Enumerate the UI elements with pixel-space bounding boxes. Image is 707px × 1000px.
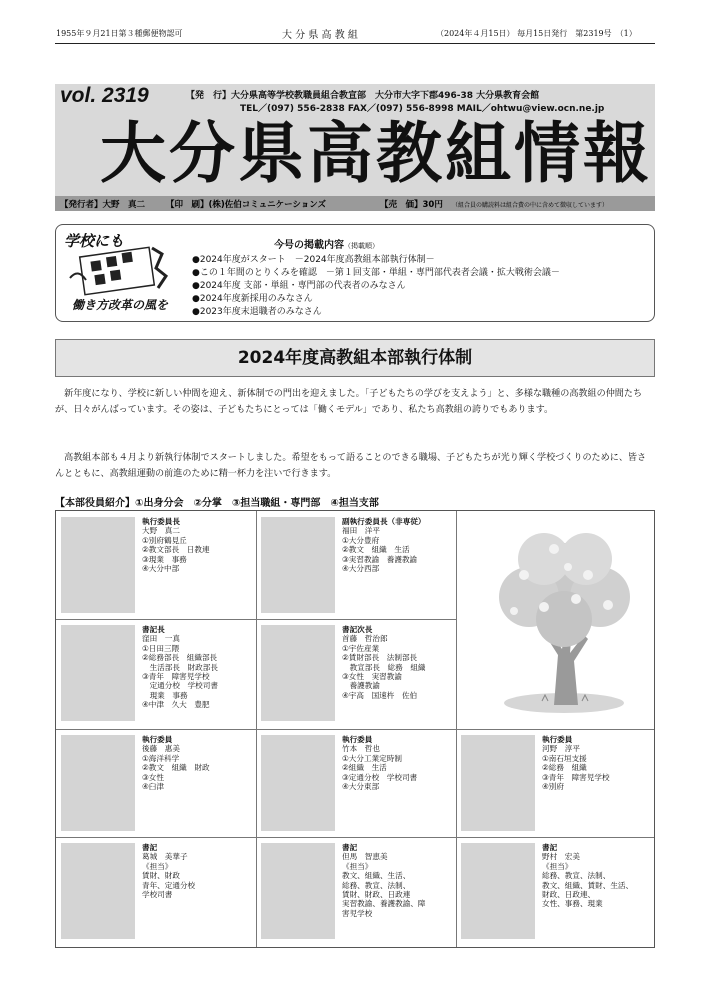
officer-line: 青年、定通分校 — [142, 880, 196, 890]
officer-line: ④臼津 — [142, 782, 164, 792]
officer-card — [56, 837, 256, 945]
officer-line: 養護教諭 — [342, 681, 380, 691]
officer-photo — [61, 843, 135, 939]
officer-line: ③女性 実習教諭 — [342, 672, 402, 682]
officer-line: ①大分工業定時制 — [342, 753, 402, 763]
contents-item: ●2023年度末退職者のみなさん — [192, 307, 322, 317]
officer-line: ③現業 事務 — [142, 554, 187, 564]
officer-line: ④中津 久大 豊肥 — [142, 700, 210, 710]
logo-text-top: 学校にも — [64, 232, 125, 250]
officer-title: 書記 — [342, 843, 358, 852]
printer: 【印 刷】(株)佐伯コミュニケーションズ — [166, 200, 327, 210]
top-center-title: 大 分 県 高 教 組 — [282, 30, 358, 41]
officer-line: 首藤 哲治郎 — [342, 634, 388, 644]
officer-card — [256, 511, 456, 619]
officer-title: 書記 — [542, 843, 558, 852]
top-left-note: 1955年９月21日第３種郵便物認可 — [56, 29, 183, 38]
tree-illustration — [484, 515, 644, 720]
officer-card — [456, 837, 656, 945]
officer-line: ②組織 生活 — [342, 763, 387, 773]
officer-card — [256, 729, 456, 837]
contents-title — [274, 236, 379, 251]
officer-line: ①南石垣支援 — [542, 753, 587, 763]
officer-line: 竹本 哲也 — [342, 744, 380, 754]
price-note: （組合員の購読料は組合費の中に含めて徴収しています） — [452, 202, 609, 209]
officer-line: 総務、教宣、法制、 — [542, 871, 611, 881]
officer-photo — [261, 843, 335, 939]
officer-card — [56, 729, 256, 837]
officer-line: 現業 事務 — [142, 690, 188, 700]
officer-title: 副執行委員長（非専従） — [342, 517, 426, 526]
officer-card — [456, 729, 656, 837]
officer-line: 教宣部長 総務 組織 — [342, 662, 426, 672]
issuer: 【発行者】大野 真二 — [60, 200, 146, 210]
top-right-note: （2024年４月15日） 毎月15日発行 第2319号 （1） — [436, 29, 637, 38]
officer-line: ④大分東部 — [342, 782, 380, 792]
officer-line: 総務、教宣、法制、 — [342, 880, 411, 890]
officer-title: 執行委員 — [142, 735, 173, 744]
officer-photo — [61, 625, 135, 721]
contents-item: ●2024年度がスタート －2024年度高教組本部執行体制－ — [192, 255, 435, 265]
officer-card — [56, 511, 256, 619]
officer-title: 書記 — [142, 843, 158, 852]
officer-line: ①宇佐産業 — [342, 643, 380, 653]
officer-line: 教文、組織、生活、 — [342, 871, 411, 881]
officer-line: ①別府鶴見丘 — [142, 535, 187, 545]
officer-line: 福田 洋平 — [342, 526, 380, 536]
officer-card — [256, 837, 456, 945]
officer-photo — [61, 517, 135, 613]
publisher-line-2: TEL／(097) 556-2838 FAX／(097) 556-8998 MAIL／ohtwu@view.ocn.ne.jp — [240, 104, 605, 114]
contents-title-text: 今号の掲載内容 — [274, 240, 344, 251]
masthead-title: 大分県高教組情報 — [100, 115, 652, 192]
officer-title: 書記次長 — [342, 625, 373, 634]
article-headline: 2024年度高教組本部執行体制 — [55, 339, 655, 377]
officer-title: 執行委員 — [342, 735, 373, 744]
officer-photo — [461, 843, 535, 939]
officer-line: ②総務 組織 — [542, 763, 587, 773]
officer-line: ②教文 組織 財政 — [142, 763, 210, 773]
volume-number: vol. 2319 — [60, 84, 149, 107]
officer-title: 書記長 — [142, 625, 165, 634]
officer-photo — [461, 735, 535, 831]
officer-line: 学校司書 — [142, 890, 173, 900]
officer-line: ③女性 — [142, 772, 164, 782]
contents-item: ●この１年間のとりくみを確認 －第１回支部・単組・専門部代表者会議・拡大戦術会議－ — [192, 268, 560, 278]
officer-line: ③青年 障害児学校 — [542, 772, 610, 782]
contents-item: ●2024年度 支部・単組・専門部の代表者のみなさん — [192, 281, 406, 291]
top-rule — [55, 43, 655, 44]
intro-paragraph-2: 高教組本部も４月より新執行体制でスタートしました。希望をもって語ることのできる職場、子どもたちが光り輝く学校づくりのために、皆さんとともに、高教組運動の前進のために精一杯力を注いで行きます。 — [55, 453, 647, 479]
officer-line: ②総務部長 組織部長 — [142, 653, 218, 663]
officer-line: 生活部長 財政部長 — [142, 662, 218, 672]
officer-line: 女性、事務、現業 — [542, 899, 603, 909]
officer-title: 執行委員 — [542, 735, 573, 744]
officer-line: 後藤 惠美 — [142, 744, 180, 754]
officer-line: 大野 真二 — [142, 526, 180, 536]
officer-photo — [261, 625, 335, 721]
officer-line: 賃財、財政、日政連 — [342, 890, 411, 900]
officer-line: 窪田 一真 — [142, 634, 180, 644]
officer-photo — [61, 735, 135, 831]
officer-line: 教文、組織、賃財、生活、 — [542, 880, 634, 890]
officer-title: 執行委員長 — [142, 517, 180, 526]
officer-photo — [261, 735, 335, 831]
officers-grid — [55, 510, 655, 948]
officer-line: ④大分西部 — [342, 564, 380, 574]
officer-line: ②教文 組織 生活 — [342, 545, 410, 555]
officer-line: 葛城 美華子 — [142, 852, 188, 862]
officer-line: ②教文部長 日教連 — [142, 545, 210, 555]
officer-line: ①海洋科学 — [142, 753, 180, 763]
officer-line: 河野 淳平 — [542, 744, 580, 754]
publisher-line-1: 【発 行】大分県高等学校教職員組合教宣部 大分市大字下郡496-38 大分県教育会館 — [186, 91, 540, 101]
officer-line: ③定通分校 学校司書 — [342, 772, 418, 782]
officer-line: ④別府 — [542, 782, 564, 792]
intro-paragraph-1: 新年度になり、学校に新しい仲間を迎え、新体制での門出を迎えました。「子どもたちの学びを支えよう」と、多様な職種の高教組の仲間たちが、日々がんばっています。その姿は、子どもたちにとっては「働くモデル」であり、私たち高教組の誇りでもあります。 — [55, 389, 643, 415]
price: 【売 価】30円 — [380, 200, 443, 210]
officers-section-label: 【本部役員紹介】①出身分会 ②分掌 ③担当職組・専門部 ④担当支部 — [55, 498, 379, 509]
officer-line: ②賃財部長 法制部長 — [342, 653, 418, 663]
officer-line: ④宇高 国速杵 佐伯 — [342, 690, 418, 700]
officer-line: ①大分豊府 — [342, 535, 380, 545]
officer-line: 定通分校 学校司書 — [142, 681, 218, 691]
officer-line: ③青年 障害児学校 — [142, 672, 210, 682]
officer-line: 《担当》 — [342, 861, 373, 871]
logo-text-bottom: 働き方改革の風を — [72, 298, 169, 312]
officer-line: 害児学校 — [342, 908, 373, 918]
officer-line: 《担当》 — [142, 861, 173, 871]
officer-line: 賃財、財政 — [142, 871, 180, 881]
contents-title-note: （掲載順） — [344, 242, 379, 250]
contents-item: ●2024年度新採用のみなさん — [192, 294, 313, 304]
officer-line: 《担当》 — [542, 861, 573, 871]
officer-line: 実習教諭、養護教諭、障 — [342, 899, 426, 909]
officer-line: 財政、日政連、 — [542, 890, 596, 900]
officer-card — [56, 619, 256, 729]
officer-card — [256, 619, 456, 729]
officer-photo — [261, 517, 335, 613]
officer-line: 野村 宏美 — [542, 852, 580, 862]
officer-line: ④大分中部 — [142, 564, 180, 574]
officer-line: ③実習教諭 養護教諭 — [342, 554, 418, 564]
officer-line: ①日田三隈 — [142, 643, 180, 653]
officer-line: 但馬 智恵美 — [342, 852, 388, 862]
